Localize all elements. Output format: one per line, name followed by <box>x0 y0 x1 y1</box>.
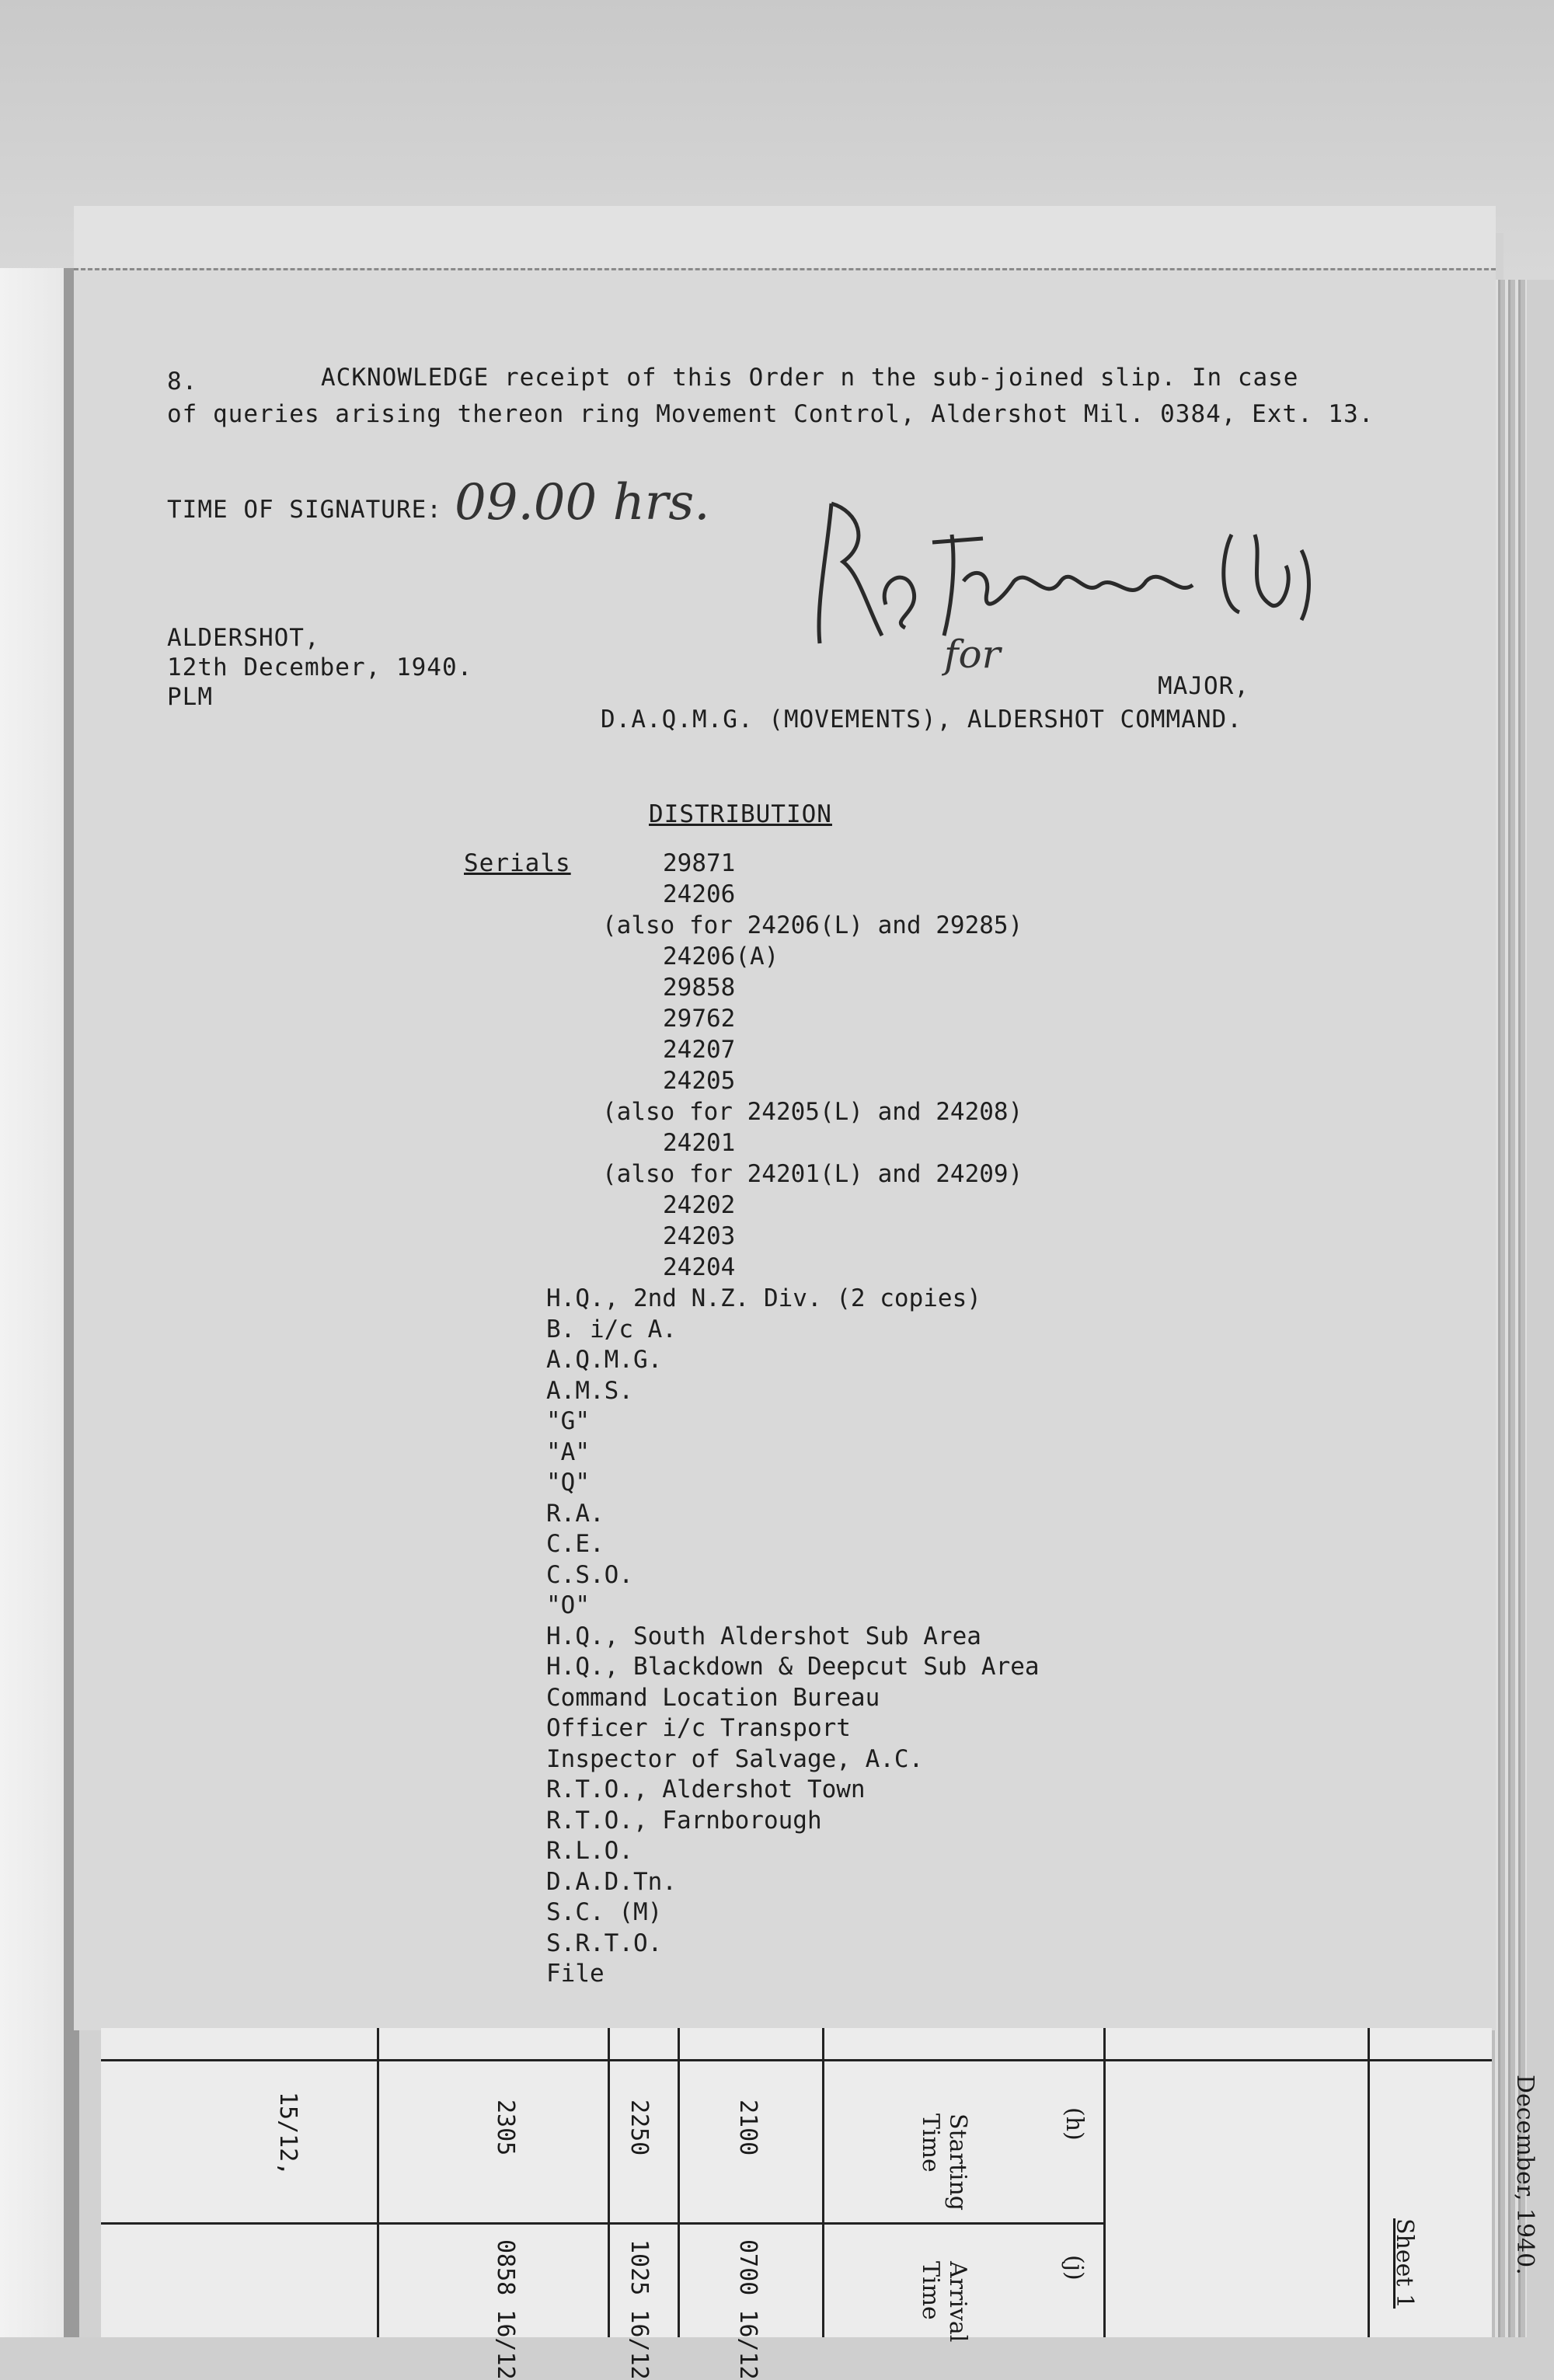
distribution-recipient: R.L.O. <box>546 1837 633 1865</box>
distribution-recipient: Inspector of Salvage, A.C. <box>546 1744 924 1773</box>
distribution-recipient: File <box>546 1960 605 1988</box>
distribution-recipient: C.S.O. <box>546 1560 633 1589</box>
sheet-number: Sheet 1 <box>1391 2218 1418 2309</box>
table-rule <box>101 2222 1103 2225</box>
serial-number: 29858 <box>663 974 736 1002</box>
serial-number: 24206(A) <box>663 943 779 970</box>
starting-time-cell: 2305 <box>492 2099 519 2156</box>
table-column-rule <box>1103 2028 1106 2337</box>
arrival-time-cell: 0700 16/12 <box>734 2239 761 2380</box>
distribution-recipient: H.Q., South Aldershot Sub Area <box>546 1622 981 1650</box>
serial-number: 24201 <box>663 1129 736 1157</box>
serial-number: 29871 <box>663 849 736 877</box>
signatory-rank: MAJOR, <box>1158 672 1249 700</box>
distribution-recipient: Command Location Bureau <box>546 1683 880 1712</box>
distribution-recipient: D.A.D.Tn. <box>546 1867 677 1896</box>
distribution-recipient: R.T.O., Aldershot Town <box>546 1775 866 1803</box>
distribution-recipient: A.M.S. <box>546 1376 633 1405</box>
distribution-recipient: "Q" <box>546 1469 590 1497</box>
starting-time-cell: 2250 <box>625 2099 653 2156</box>
serial-number: 24206 <box>663 880 736 908</box>
table-rule <box>101 2059 1492 2061</box>
table-column-rule <box>608 2028 610 2337</box>
table-month: December, 1940. <box>1511 2075 1538 2275</box>
table-column-rule <box>678 2028 680 2337</box>
column-h-header: (h) <box>1061 2107 1088 2141</box>
distribution-recipient: H.Q., 2nd N.Z. Div. (2 copies) <box>546 1284 981 1312</box>
serials-label: Serials <box>464 849 571 877</box>
table-column-rule <box>822 2028 824 2337</box>
serial-also-note: (also for 24205(L) and 24208) <box>602 1098 1023 1126</box>
time-of-signature-handwritten: 09.00 hrs. <box>455 474 710 531</box>
distribution-recipient: R.T.O., Farnborough <box>546 1806 822 1835</box>
para-line-1: ACKNOWLEDGE receipt of this Order n the sub-joined slip. In case <box>321 364 1299 392</box>
table-column-rule <box>1368 2028 1370 2337</box>
distribution-heading: DISTRIBUTION <box>649 800 832 828</box>
distribution-recipient: H.Q., Blackdown & Deepcut Sub Area <box>546 1653 1040 1681</box>
handwritten-signature <box>796 488 1418 659</box>
origin-place: ALDERSHOT, <box>167 624 320 652</box>
distribution-recipient: "O" <box>546 1591 590 1619</box>
order-page <box>74 268 1496 2030</box>
serial-number: 24207 <box>663 1036 736 1064</box>
serial-number: 24205 <box>663 1067 736 1095</box>
distribution-recipient: R.A. <box>546 1499 605 1528</box>
table-column-rule <box>377 2028 379 2337</box>
torn-top-strip <box>74 206 1496 277</box>
date-fragment: 15/12, <box>274 2092 301 2176</box>
serial-number: 29762 <box>663 1005 736 1033</box>
handwritten-for: for <box>944 632 1001 677</box>
movement-table-page <box>101 2028 1538 2380</box>
serial-also-note: (also for 24201(L) and 24209) <box>602 1160 1023 1188</box>
time-of-signature-label: TIME OF SIGNATURE: <box>167 496 442 524</box>
arrival-time-cell: 1025 16/12 <box>625 2239 653 2380</box>
serial-number: 24202 <box>663 1191 736 1219</box>
starting-time-cell: 2100 <box>734 2099 761 2156</box>
distribution-recipient: "G" <box>546 1407 590 1435</box>
column-j-header: (j) <box>1061 2255 1088 2281</box>
distribution-recipient: "A" <box>546 1437 590 1466</box>
distribution-recipient: S.C. (M) <box>546 1898 663 1926</box>
distribution-recipient: S.R.T.O. <box>546 1929 663 1957</box>
arrival-time-header: Arrival Time <box>917 2261 971 2343</box>
distribution-recipient: C.E. <box>546 1530 605 1558</box>
signatory-appointment: D.A.Q.M.G. (MOVEMENTS), ALDERSHOT COMMAND. <box>601 706 1242 734</box>
starting-time-header: Starting Time <box>917 2113 971 2211</box>
serial-number: 24203 <box>663 1222 736 1250</box>
origin-initials: PLM <box>167 683 213 711</box>
distribution-recipient: B. i/c A. <box>546 1315 677 1343</box>
para-line-2: of queries arising thereon ring Movement Control, Aldershot Mil. 0384, Ext. 13. <box>167 400 1375 428</box>
origin-date: 12th December, 1940. <box>167 653 473 681</box>
arrival-time-cell: 0858 16/12 <box>492 2239 519 2380</box>
para-number: 8. <box>167 368 198 396</box>
serial-also-note: (also for 24206(L) and 29285) <box>602 911 1023 939</box>
serial-number: 24204 <box>663 1253 736 1281</box>
distribution-recipient: Officer i/c Transport <box>546 1714 851 1742</box>
distribution-recipient: A.Q.M.G. <box>546 1346 663 1374</box>
